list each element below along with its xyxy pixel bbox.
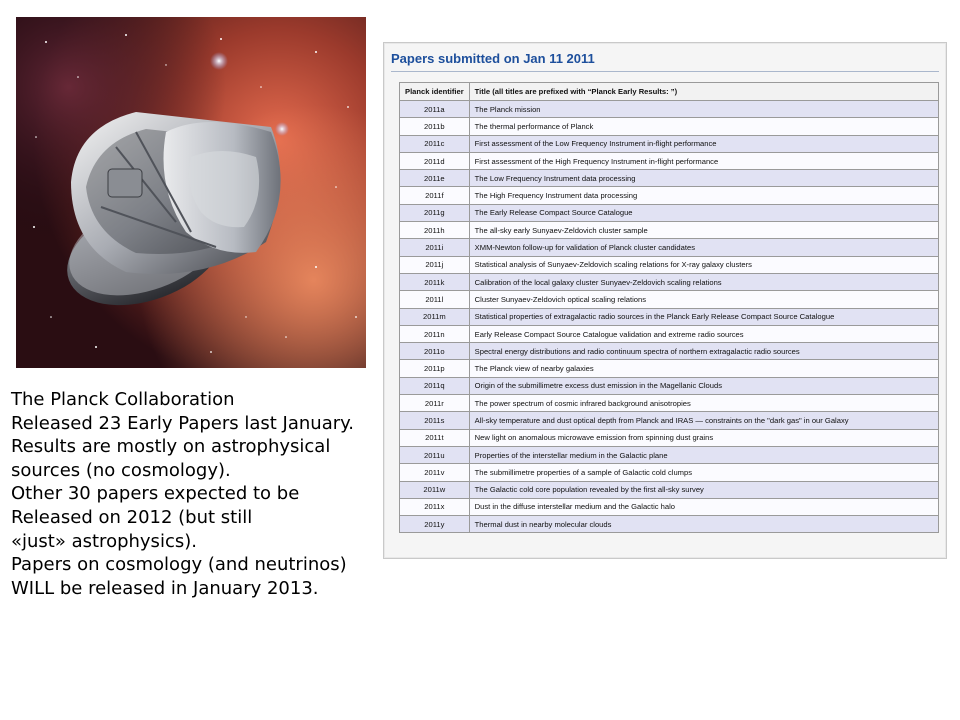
paper-id: 2011t xyxy=(400,429,470,446)
paper-id: 2011y xyxy=(400,516,470,533)
header-title: Title (all titles are prefixed with “Planck Early Results: ”) xyxy=(469,83,938,101)
caption-line: Released 23 Early Papers last January. xyxy=(11,412,354,434)
paper-id: 2011u xyxy=(400,446,470,463)
table-row xyxy=(400,481,939,498)
paper-title: All-sky temperature and dust optical depth from Planck and IRAS — constraints on the "dark gas" in our Galaxy xyxy=(469,412,938,429)
table-row xyxy=(400,273,939,290)
paper-title: The Low Frequency Instrument data processing xyxy=(469,170,938,187)
table-header-row xyxy=(400,83,939,101)
paper-title: The submillimetre properties of a sample of Galactic cold clumps xyxy=(469,464,938,481)
paper-id: 2011w xyxy=(400,481,470,498)
paper-id: 2011j xyxy=(400,256,470,273)
paper-id: 2011k xyxy=(400,273,470,290)
table-row xyxy=(400,498,939,515)
paper-id: 2011l xyxy=(400,291,470,308)
paper-title: Thermal dust in nearby molecular clouds xyxy=(469,516,938,533)
caption-line: Other 30 papers expected to be xyxy=(11,483,300,505)
paper-id: 2011a xyxy=(400,101,470,118)
paper-title: Origin of the submillimetre excess dust emission in the Magellanic Clouds xyxy=(469,377,938,394)
paper-title: Cluster Sunyaev-Zeldovich optical scaling relations xyxy=(469,291,938,308)
satellite-illustration xyxy=(16,17,366,368)
caption-line: «just» astrophysics). xyxy=(11,530,197,552)
paper-id: 2011x xyxy=(400,498,470,515)
papers-table xyxy=(399,82,939,533)
table-row xyxy=(400,446,939,463)
table-row xyxy=(400,308,939,325)
table-row xyxy=(400,429,939,446)
paper-id: 2011e xyxy=(400,170,470,187)
caption-text xyxy=(11,388,391,600)
paper-id: 2011g xyxy=(400,204,470,221)
table-row xyxy=(400,343,939,360)
table-row xyxy=(400,222,939,239)
paper-title: XMM-Newton follow-up for validation of Planck cluster candidates xyxy=(469,239,938,256)
paper-id: 2011i xyxy=(400,239,470,256)
table-row xyxy=(400,256,939,273)
paper-id: 2011p xyxy=(400,360,470,377)
table-row xyxy=(400,187,939,204)
paper-id: 2011v xyxy=(400,464,470,481)
paper-title: The all-sky early Sunyaev-Zeldovich cluster sample xyxy=(469,222,938,239)
caption-line: Released on 2012 (but still xyxy=(11,506,253,528)
paper-title: Dust in the diffuse interstellar medium and the Galactic halo xyxy=(469,498,938,515)
paper-title: The thermal performance of Planck xyxy=(469,118,938,135)
paper-id: 2011f xyxy=(400,187,470,204)
caption-line: sources (no cosmology). xyxy=(11,459,231,481)
paper-title: Early Release Compact Source Catalogue validation and extreme radio sources xyxy=(469,325,938,342)
table-row xyxy=(400,152,939,169)
panel-title: Papers submitted on Jan 11 2011 xyxy=(391,51,595,66)
paper-title: First assessment of the Low Frequency Instrument in-flight performance xyxy=(469,135,938,152)
title-divider xyxy=(391,71,939,72)
papers-panel xyxy=(383,42,947,559)
paper-title: Calibration of the local galaxy cluster Sunyaev-Zeldovich scaling relations xyxy=(469,273,938,290)
table-row xyxy=(400,135,939,152)
paper-id: 2011h xyxy=(400,222,470,239)
caption-line: Papers on cosmology (and neutrinos) xyxy=(11,554,347,576)
paper-id: 2011o xyxy=(400,343,470,360)
table-row xyxy=(400,395,939,412)
paper-id: 2011c xyxy=(400,135,470,152)
paper-title: The Planck view of nearby galaxies xyxy=(469,360,938,377)
paper-id: 2011r xyxy=(400,395,470,412)
table-row xyxy=(400,325,939,342)
paper-title: The Galactic cold core population revealed by the first all-sky survey xyxy=(469,481,938,498)
caption-line: The Planck Collaboration xyxy=(11,389,235,410)
paper-title: Spectral energy distributions and radio continuum spectra of northern extragalactic radio sources xyxy=(469,343,938,360)
paper-id: 2011m xyxy=(400,308,470,325)
table-row xyxy=(400,464,939,481)
planck-satellite-image xyxy=(16,17,366,368)
table-row xyxy=(400,516,939,533)
paper-id: 2011b xyxy=(400,118,470,135)
caption-line: Results are mostly on astrophysical xyxy=(11,436,331,458)
table-row xyxy=(400,291,939,308)
paper-title: Statistical analysis of Sunyaev-Zeldovich scaling relations for X-ray galaxy clusters xyxy=(469,256,938,273)
paper-title: First assessment of the High Frequency Instrument in-flight performance xyxy=(469,152,938,169)
table-row xyxy=(400,377,939,394)
header-identifier: Planck identifier xyxy=(400,83,470,101)
paper-title: The High Frequency Instrument data processing xyxy=(469,187,938,204)
paper-id: 2011s xyxy=(400,412,470,429)
paper-title: New light on anomalous microwave emission from spinning dust grains xyxy=(469,429,938,446)
paper-title: Statistical properties of extragalactic radio sources in the Planck Early Release Compact Source Catalogue xyxy=(469,308,938,325)
table-row xyxy=(400,118,939,135)
paper-id: 2011n xyxy=(400,325,470,342)
table-row xyxy=(400,101,939,118)
paper-title: Properties of the interstellar medium in the Galactic plane xyxy=(469,446,938,463)
table-row xyxy=(400,239,939,256)
table-row xyxy=(400,360,939,377)
table-row xyxy=(400,170,939,187)
paper-title: The Early Release Compact Source Catalogue xyxy=(469,204,938,221)
table-row xyxy=(400,412,939,429)
paper-title: The Planck mission xyxy=(469,101,938,118)
table-row xyxy=(400,204,939,221)
paper-title: The power spectrum of cosmic infrared background anisotropies xyxy=(469,395,938,412)
paper-id: 2011q xyxy=(400,377,470,394)
caption-line: WILL be released in January 2013. xyxy=(11,577,319,599)
paper-id: 2011d xyxy=(400,152,470,169)
